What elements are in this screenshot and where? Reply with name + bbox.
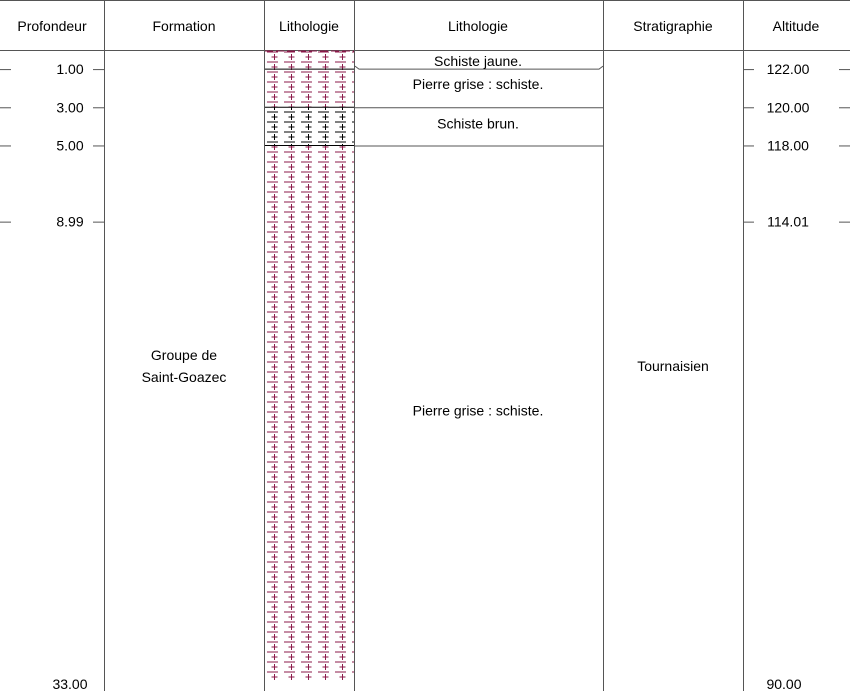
depth-scale xyxy=(0,70,104,223)
lithology-fill xyxy=(265,69,354,107)
lithology-fill xyxy=(265,145,354,680)
header-lithologie-description: Lithologie xyxy=(448,18,508,34)
lithology-pattern-column xyxy=(265,50,354,680)
lithology-fill xyxy=(265,107,354,145)
layer-description-3: Schiste brun. xyxy=(437,115,519,132)
header-formation: Formation xyxy=(152,18,216,34)
altitude-label: 120.00 xyxy=(766,99,810,116)
depth-label: 3.00 xyxy=(56,99,84,116)
depth-label: 1.00 xyxy=(56,61,84,78)
formation-name-line1: Groupe de xyxy=(150,347,218,363)
formation-name-line2: Saint-Goazec xyxy=(141,369,227,385)
altitude-label: 122.00 xyxy=(766,61,810,78)
altitude-label: 90.00 xyxy=(766,676,802,691)
layer-description-4: Pierre grise : schiste. xyxy=(412,402,544,419)
layer-description-1: Schiste jaune. xyxy=(434,53,522,69)
stratigraphie-label: Tournaisien xyxy=(637,358,709,374)
depth-label: 5.00 xyxy=(56,137,84,154)
header-lithologie-pattern: Lithologie xyxy=(279,18,339,34)
altitude-label: 114.01 xyxy=(767,213,809,230)
header-stratigraphie: Stratigraphie xyxy=(633,18,713,34)
layer-description-2: Pierre grise : schiste. xyxy=(412,76,544,93)
depth-label: 33.00 xyxy=(52,676,88,691)
header-altitude: Altitude xyxy=(772,18,820,34)
depth-label: 8.99 xyxy=(56,213,84,230)
altitude-label: 118.00 xyxy=(767,137,809,154)
lithology-fill xyxy=(265,50,354,69)
header-profondeur: Profondeur xyxy=(17,18,87,34)
